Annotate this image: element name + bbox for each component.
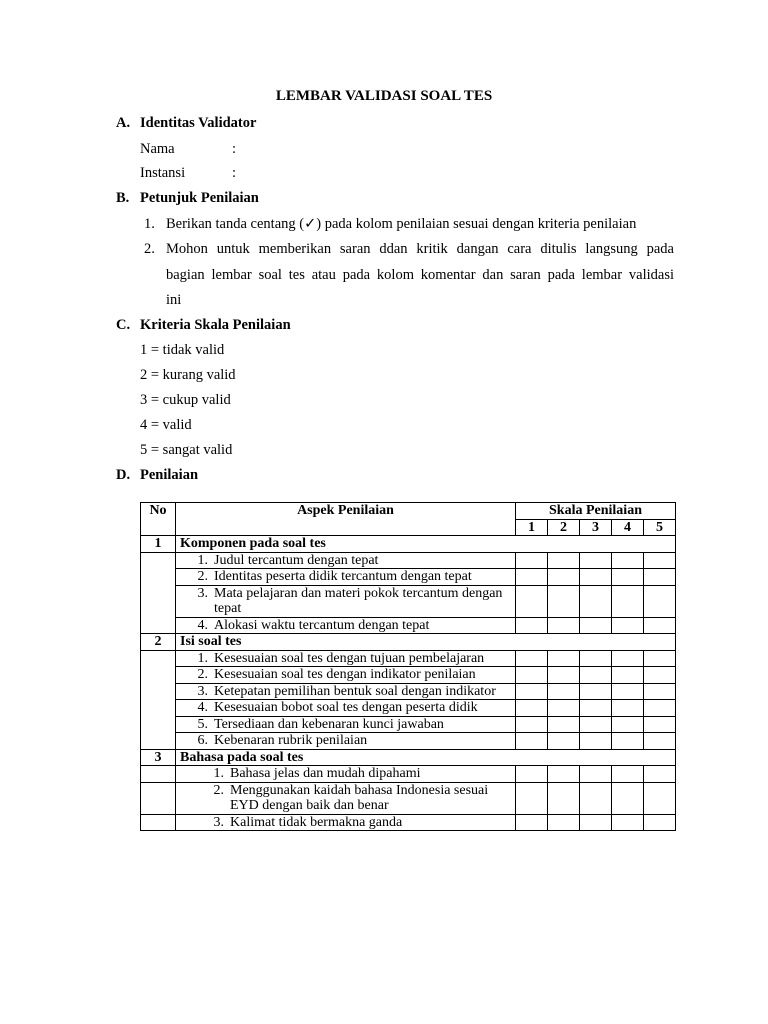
rating-cell[interactable]	[548, 766, 580, 783]
rating-cell[interactable]	[612, 569, 644, 586]
aspect-item-text: Menggunakan kaidah bahasa Indonesia sesuai EYD dengan baik dan benar	[230, 782, 489, 813]
rating-cell[interactable]	[516, 667, 548, 684]
rating-cell[interactable]	[516, 569, 548, 586]
aspect-item-number: 2.	[197, 667, 208, 682]
aspect-item-number: 2.	[197, 569, 208, 584]
group-title: Isi soal tes	[176, 634, 676, 651]
col-header-aspek: Aspek Penilaian	[176, 503, 516, 536]
aspect-item-number: 4.	[197, 700, 208, 715]
rating-cell[interactable]	[644, 814, 676, 831]
aspect-item-number: 4.	[197, 617, 208, 633]
group-no-spacer	[141, 552, 176, 634]
rating-cell[interactable]	[644, 782, 676, 814]
group-no-spacer	[141, 766, 176, 783]
rating-cell[interactable]	[548, 733, 580, 750]
instruction-1-text: Berikan tanda centang (✓) pada kolom penilaian sesuai dengan kriteria penilaian	[166, 216, 637, 232]
aspect-item-text: Kalimat tidak bermakna ganda	[230, 814, 403, 830]
aspect-item-number: 2.	[213, 782, 224, 798]
rating-cell[interactable]	[516, 733, 548, 750]
aspect-item-text: Kebenaran rubrik penilaian	[214, 733, 368, 748]
rating-cell[interactable]	[644, 766, 676, 783]
aspect-item-number: 1.	[197, 650, 208, 666]
rating-cell[interactable]	[580, 814, 612, 831]
aspect-item	[176, 766, 516, 783]
aspect-item	[176, 585, 516, 617]
aspect-item-number: 1.	[213, 766, 224, 781]
section-b-marker: B.	[116, 190, 130, 206]
rating-cell[interactable]	[612, 683, 644, 700]
rating-cell[interactable]	[516, 700, 548, 717]
aspect-item	[176, 700, 516, 717]
rating-cell[interactable]	[612, 782, 644, 814]
scale-col-header: 2	[548, 519, 580, 536]
aspect-item	[176, 782, 516, 814]
group-title: Komponen pada soal tes	[176, 536, 676, 553]
aspect-item-text: Kesesuaian soal tes dengan tujuan pembelajaran	[214, 650, 485, 666]
group-no-spacer	[141, 650, 176, 749]
rating-cell[interactable]	[516, 716, 548, 733]
section-c-marker: C.	[116, 317, 131, 333]
rating-cell[interactable]	[612, 552, 644, 569]
field-nama-label: Nama	[140, 141, 175, 157]
aspect-item-text: Bahasa jelas dan mudah dipahami	[230, 766, 421, 781]
col-header-skala: Skala Penilaian	[516, 503, 676, 520]
section-a-heading: Identitas Validator	[140, 115, 257, 131]
aspect-item	[176, 552, 516, 569]
rating-cell[interactable]	[548, 814, 580, 831]
rating-cell[interactable]	[612, 814, 644, 831]
instruction-2-line-1: Mohon untuk memberikan saran ddan kritik dangan cara ditulis langsung pada	[166, 241, 674, 257]
aspect-item	[176, 650, 516, 667]
rating-cell[interactable]	[516, 683, 548, 700]
aspect-item	[176, 617, 516, 634]
rating-cell[interactable]	[548, 683, 580, 700]
section-b-heading: Petunjuk Penilaian	[140, 190, 259, 206]
aspect-item-number: 3.	[197, 683, 208, 699]
section-c-heading: Kriteria Skala Penilaian	[140, 317, 291, 333]
rating-cell[interactable]	[644, 700, 676, 717]
rating-cell[interactable]	[612, 733, 644, 750]
aspect-item-number: 3.	[197, 585, 208, 601]
rating-cell[interactable]	[644, 716, 676, 733]
rating-cell[interactable]	[548, 552, 580, 569]
rating-cell[interactable]	[580, 716, 612, 733]
aspect-item	[176, 814, 516, 831]
rating-cell[interactable]	[612, 650, 644, 667]
rating-cell[interactable]	[644, 569, 676, 586]
instruction-2-number: 2.	[144, 241, 155, 257]
aspect-item-number: 6.	[197, 733, 208, 748]
rating-cell[interactable]	[548, 650, 580, 667]
rating-cell[interactable]	[644, 683, 676, 700]
rating-cell[interactable]	[580, 683, 612, 700]
aspect-item-text: Ketepatan pemilihan bentuk soal dengan indikator	[214, 683, 496, 699]
rating-cell[interactable]	[612, 617, 644, 634]
aspect-item	[176, 569, 516, 586]
aspect-item-text: Kesesuaian bobot soal tes dengan peserta didik	[214, 700, 478, 715]
rating-cell[interactable]	[548, 716, 580, 733]
instruction-1-number: 1.	[144, 216, 155, 232]
scale-item: 1 = tidak valid	[140, 342, 225, 358]
rating-cell[interactable]	[548, 617, 580, 634]
aspect-item-text: Alokasi waktu tercantum dengan tepat	[214, 617, 430, 633]
rating-cell[interactable]	[644, 667, 676, 684]
group-no-spacer	[141, 782, 176, 814]
rating-cell[interactable]	[516, 585, 548, 617]
aspect-item-number: 1.	[197, 552, 208, 568]
rating-cell[interactable]	[644, 650, 676, 667]
rating-cell[interactable]	[644, 617, 676, 634]
group-no-spacer	[141, 814, 176, 831]
rating-cell[interactable]	[580, 782, 612, 814]
rating-cell[interactable]	[580, 569, 612, 586]
rating-cell[interactable]	[516, 814, 548, 831]
rating-cell[interactable]	[612, 585, 644, 617]
field-instansi-label: Instansi	[140, 165, 186, 181]
aspect-item	[176, 716, 516, 733]
aspect-item-text: Identitas peserta didik tercantum dengan tepat	[214, 569, 472, 584]
scale-col-header: 3	[580, 519, 612, 536]
group-number: 2	[141, 634, 176, 651]
scale-col-header: 5	[644, 519, 676, 536]
scale-col-header: 1	[516, 519, 548, 536]
rating-cell[interactable]	[644, 585, 676, 617]
rating-cell[interactable]	[516, 552, 548, 569]
rating-cell[interactable]	[612, 667, 644, 684]
group-number: 1	[141, 536, 176, 553]
rating-cell[interactable]	[516, 766, 548, 783]
rating-cell[interactable]	[580, 766, 612, 783]
rating-cell[interactable]	[644, 552, 676, 569]
rating-cell[interactable]	[516, 617, 548, 634]
rating-cell[interactable]	[580, 700, 612, 717]
rating-cell[interactable]	[548, 585, 580, 617]
rating-cell[interactable]	[644, 733, 676, 750]
col-header-no: No	[141, 503, 176, 536]
aspect-item	[176, 733, 516, 750]
group-number: 3	[141, 749, 176, 766]
rating-cell[interactable]	[580, 667, 612, 684]
aspect-item	[176, 683, 516, 700]
section-d-marker: D.	[116, 467, 131, 483]
aspect-item-text: Tersediaan dan kebenaran kunci jawaban	[214, 716, 444, 732]
rating-cell[interactable]	[548, 667, 580, 684]
rating-cell[interactable]	[580, 733, 612, 750]
section-d-heading: Penilaian	[140, 467, 199, 483]
aspect-item-number: 5.	[197, 716, 208, 732]
aspect-item	[176, 667, 516, 684]
rating-cell[interactable]	[580, 552, 612, 569]
scale-item: 2 = kurang valid	[140, 367, 236, 383]
aspect-item-text: Kesesuaian soal tes dengan indikator penilaian	[214, 667, 476, 682]
aspect-item-text: Mata pelajaran dan materi pokok tercantum dengan tepat	[214, 585, 503, 616]
rating-cell[interactable]	[580, 585, 612, 617]
rating-cell[interactable]	[516, 782, 548, 814]
group-title: Bahasa pada soal tes	[176, 749, 676, 766]
page-title: LEMBAR VALIDASI SOAL TES	[275, 88, 493, 104]
rating-cell[interactable]	[580, 617, 612, 634]
rating-cell[interactable]	[612, 766, 644, 783]
section-a-marker: A.	[116, 115, 131, 131]
aspect-item-text: Judul tercantum dengan tepat	[214, 552, 379, 568]
scale-item: 5 = sangat valid	[140, 442, 233, 458]
scale-col-header: 4	[612, 519, 644, 536]
rating-cell[interactable]	[612, 716, 644, 733]
rating-cell[interactable]	[580, 650, 612, 667]
rating-cell[interactable]	[612, 700, 644, 717]
rating-cell[interactable]	[548, 700, 580, 717]
scale-item: 4 = valid	[140, 417, 192, 433]
aspect-item-number: 3.	[213, 814, 224, 830]
rating-cell[interactable]	[548, 782, 580, 814]
validation-table	[140, 502, 676, 831]
instruction-2-line-3: ini	[166, 292, 182, 308]
field-instansi-colon: :	[232, 165, 237, 181]
instruction-2-line-2: bagian lembar soal tes atau pada kolom komentar dan saran pada lembar validasi	[166, 267, 674, 283]
rating-cell[interactable]	[516, 650, 548, 667]
field-nama-colon: :	[232, 141, 237, 157]
scale-item: 3 = cukup valid	[140, 392, 231, 408]
rating-cell[interactable]	[548, 569, 580, 586]
